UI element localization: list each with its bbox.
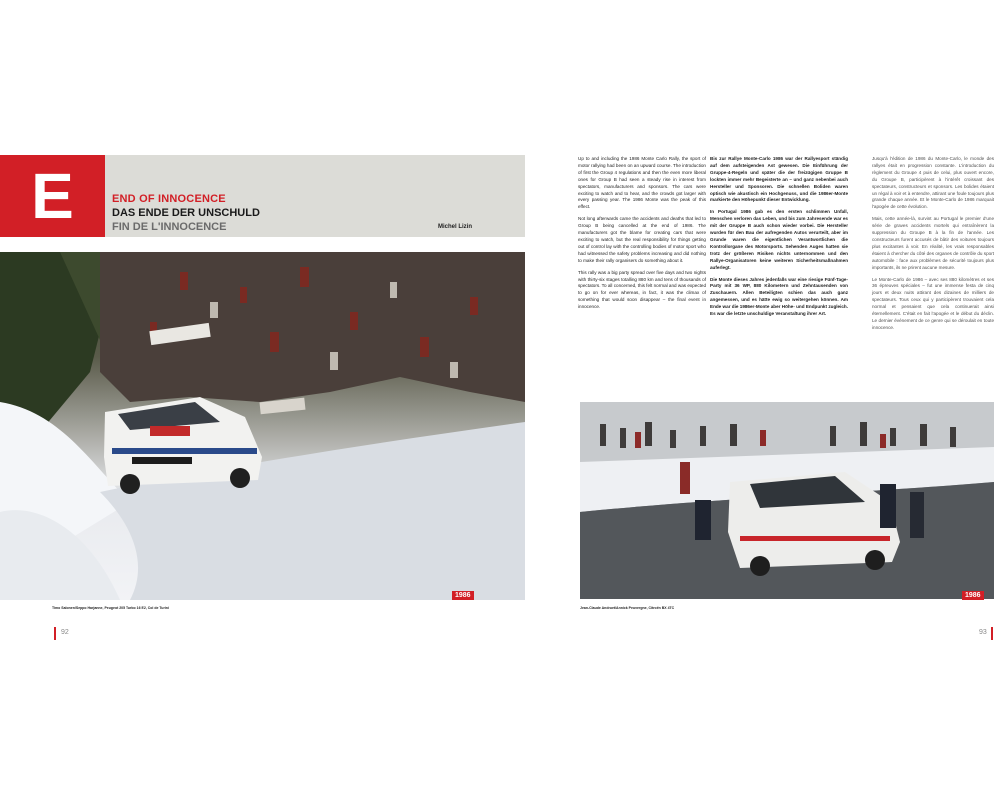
title-english: END OF INNOCENCE (112, 193, 226, 205)
author-name: Michel Lizin (438, 224, 473, 230)
paragraph: Not long afterwards came the accidents and deaths that led to Group B being cancelled at the end of 1986. The manufacturers got the blame for creating cars that were exciting to watch, but the real responsibility for things getting out of control lay with the controlling bodies of motor sport who had witnessed the safety problems increasing and did nothing to make their rally organisers do something about it. (578, 216, 706, 263)
caption-left: Timo Salonen/Seppo Harjanne, Peugeot 205 Turbo 16 E2, Col de Turini (52, 606, 169, 610)
page-marker-left (54, 627, 56, 640)
paragraph: Mais, cette année-là, survint au Portugal le premier d'une série de graves accidents mortels qui entraînèrent la suppression du Groupe B à la fin de l'année. Les constructeurs furent accusés de bâtir des voitures toujours plus excitantes à voir. En réalité, les vrais responsables étaient à chercher du côté des organes de contrôle du sport automobile : face aux problèmes de sécurité toujours plus importants, ils ne prirent aucune mesure. (872, 216, 994, 270)
page-marker-right (991, 627, 993, 640)
rally-photo-left (0, 252, 525, 600)
paragraph: Le Monte-Carlo de 1986 – avec ses 880 kilomètres et ses 36 épreuves spéciales – fut une immense festa de cinq jours et deux nuits attirant des dizaines de milliers de spectateurs. Tous ceux qui y participèrent trouvaient cela normal et pensaient que cela continuerait ainsi éternellement. C'était en fait l'apogée et le début du déclin. Le dernier événement de ce genre qui se déroulait en toute innocence. (872, 276, 994, 330)
title-french: FIN DE L'INNOCENCE (112, 221, 227, 233)
year-badge-left: 1986 (452, 591, 474, 600)
page-number-right: 93 (979, 629, 987, 636)
paragraph: In Portugal 1986 gab es den ersten schlimmen Unfall, Menschen verloren das Leben, und bis zum Jahresende war es mit der Gruppe B auch schon wieder vorbei. Die Hersteller wurden für den Bau der aufregenden Autos verurteilt, aber im Grunde waren die eigentlichen Verantwortlichen die Kontrollorgane des Motorsports. Sehenden Auges hatten sie trotz der größeren Risiken nichts unternommen und den Rallye-Organisatoren keine weiteren Sicherheitsmaßnahmen auferlegt. (710, 209, 848, 270)
paragraph: Up to and including the 1986 Monte Carlo Rally, the sport of motor rallying had been on an upward course. The introduction of first the Group 4 regulations and then the even more liberal ones for Group B had seen a steady rise in interest from spectators, manufacturers and sponsors. The cars were exciting to watch and to hear, and the crowds got larger with every passing year. The 1986 Monte was the peak of this effect. (578, 156, 706, 210)
page-number-left: 92 (61, 629, 69, 636)
article-column-german (710, 156, 848, 323)
rally-photo-right-illustration (580, 402, 994, 599)
paragraph: This rally was a big party spread over five days and two nights with thirty-six stages totalling 880 km and tens of thousands of spectators. To all concerned, this felt normal and was expected to go on for ever whereas, in fact, it was the climax of something that would soon disappear – the final event in innocence. (578, 269, 706, 310)
paragraph: Die Monte dieses Jahres jedenfalls war eine riesige Fünf-Tage-Party mit 36 WP, 880 Kilometern und Zehntausenden von Zuschauern. Allen Beteiligten schien das auch ganz angemessen, und es hätte ewig so weitergehen können. Am Ende war die 1986er-Monte aber Höhe- und Endpunkt zugleich. Es war die letzte unschuldige Veranstaltung ihrer Art. (710, 276, 848, 317)
paragraph: Bis zur Rallye Monte-Carlo 1986 war der Rallyesport ständig auf dem aufsteigenden Ast gewesen. Die Einführung der Gruppe-4-Regeln und später die der freizügigen Gruppe B lockten immer mehr Begeisterte an – und ganz nebenbei auch Hersteller und Sponsoren. Die schnellen Boliden waren optisch wie akustisch ein Hochgenuss, und die 1986er-Monte markierte den Höhepunkt dieser Entwicklung. (710, 156, 848, 203)
caption-right: Jean-Claude Andruet/Annick Peuvergne, Citroën BX 4TC (580, 606, 675, 610)
title-german: DAS ENDE DER UNSCHULD (112, 207, 260, 219)
year-badge-right: 1986 (962, 591, 984, 600)
article-column-french (872, 156, 994, 337)
chapter-letter: E (31, 160, 74, 232)
paragraph: Jusqu'à l'édition de 1986 du Monte-Carlo, le monde des rallyes était en progression constante. L'introduction du règlement du Groupe 4 puis de celui, plus ouvert encore, du Groupe B, participèrent à l'intérêt croissant des spectateurs, constructeurs et sponsors. Les bolides étaient un régal à voir et à entendre, attirant une foule toujours plus grande chaque année. Et le Monte-Carlo de 1986 marquait l'apogée de cette évolution. (872, 156, 994, 210)
article-column-english (578, 156, 706, 316)
rally-photo-left-illustration (0, 252, 525, 600)
rally-photo-right (580, 402, 994, 599)
